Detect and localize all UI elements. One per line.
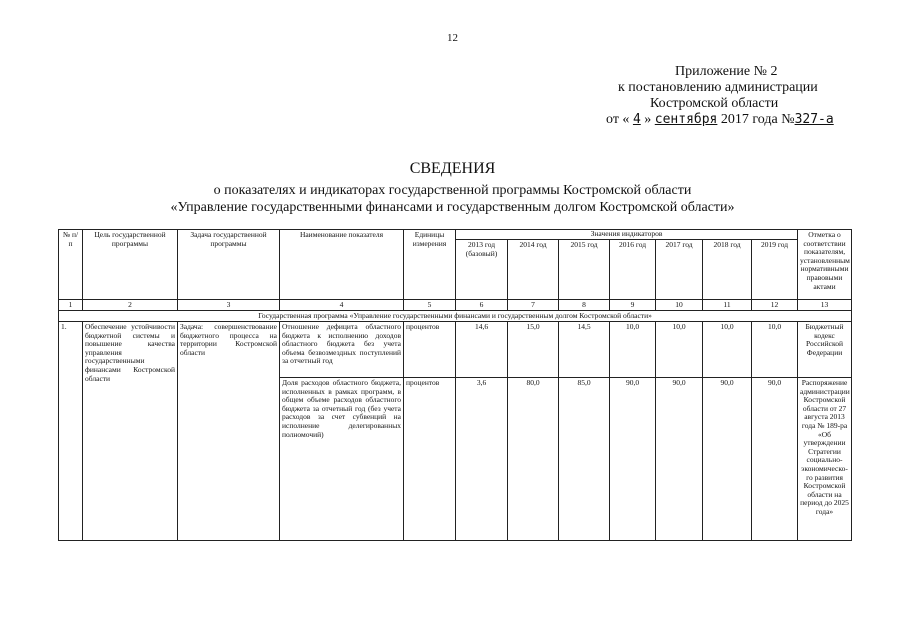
value-cell: 10,0 xyxy=(703,322,752,378)
header-task: Задача государственной программы xyxy=(178,230,280,300)
header-indicator: Наименование показателя xyxy=(280,230,404,300)
document-title: СВЕДЕНИЯ xyxy=(409,160,496,177)
indicator-mark: Распоряжение администрации Костромской области от 27 августа 2013 года № 189-ра «Об утверждении Стратегии социально-экономическо-го развития Костромской области на период до 2025 года» xyxy=(798,378,852,541)
date-year: 2017 года № xyxy=(720,112,795,127)
value-cell: 85,0 xyxy=(559,378,610,541)
col-number: 10 xyxy=(656,300,703,311)
appendix-line-1: Приложение № 2 xyxy=(675,64,778,79)
table-row xyxy=(59,322,852,378)
header-values: Значения индикаторов xyxy=(456,230,798,240)
col-number: 7 xyxy=(508,300,559,311)
header-num: № п/п xyxy=(59,230,83,300)
row-goal: Обеспечение устойчивости бюджетной системы и повышение качества управления государственными финансами Костромской области xyxy=(83,322,178,541)
indicator-unit: процентов xyxy=(404,322,456,378)
col-number: 12 xyxy=(752,300,798,311)
value-cell: 14,5 xyxy=(559,322,610,378)
col-number: 11 xyxy=(703,300,752,311)
value-cell: 90,0 xyxy=(703,378,752,541)
program-title: Государственная программа «Управление государственными финансами и государственным долгом Костромской области» xyxy=(59,311,852,322)
value-cell: 90,0 xyxy=(752,378,798,541)
value-cell: 14,6 xyxy=(456,322,508,378)
header-goal: Цель государственной программы xyxy=(83,230,178,300)
indicator-name: Отношение дефицита областного бюджета к исполнению доходов областного бюджета без учета объема безвозмездных поступлений за отчетный год xyxy=(280,322,404,378)
date-month: сентября xyxy=(654,112,718,127)
row-num: 1. xyxy=(59,322,83,541)
header-year-2015: 2015 год xyxy=(559,240,610,300)
col-number: 9 xyxy=(610,300,656,311)
col-number: 3 xyxy=(178,300,280,311)
indicators-table xyxy=(58,229,852,541)
col-number: 1 xyxy=(59,300,83,311)
value-cell: 10,0 xyxy=(752,322,798,378)
program-row xyxy=(59,311,852,322)
header-unit: Единицы измерения xyxy=(404,230,456,300)
col-number: 8 xyxy=(559,300,610,311)
header-year-2014: 2014 год xyxy=(508,240,559,300)
col-number: 5 xyxy=(404,300,456,311)
value-cell: 15,0 xyxy=(508,322,559,378)
document-subtitle-2: «Управление государственными финансами и государственным долгом Костромской области» xyxy=(170,200,735,215)
value-cell: 3,6 xyxy=(456,378,508,541)
date-mid: » xyxy=(644,112,652,127)
indicator-mark: Бюджетный кодекс Российской Федерации xyxy=(798,322,852,378)
value-cell: 90,0 xyxy=(656,378,703,541)
value-cell: 90,0 xyxy=(610,378,656,541)
header-year-2016: 2016 год xyxy=(610,240,656,300)
col-number: 13 xyxy=(798,300,852,311)
column-numbers-row xyxy=(59,300,852,311)
header-year-2017: 2017 год xyxy=(656,240,703,300)
col-number: 6 xyxy=(456,300,508,311)
indicator-unit: процентов xyxy=(404,378,456,541)
value-cell: 80,0 xyxy=(508,378,559,541)
document-subtitle-1: о показателях и индикаторах государственной программы Костромской области xyxy=(213,183,692,198)
header-year-2013: 2013 год (базовый) xyxy=(456,240,508,300)
decree-number: 327-а xyxy=(794,112,834,127)
col-number: 2 xyxy=(83,300,178,311)
row-task: Задача: совершенствование бюджетного процесса на территории Костромской области xyxy=(178,322,280,541)
col-number: 4 xyxy=(280,300,404,311)
header-year-2018: 2018 год xyxy=(703,240,752,300)
page-number: 12 xyxy=(447,32,458,44)
indicator-name: Доля расходов областного бюджета, исполненных в рамках программ, в общем объеме расходов областного бюджета за отчетный год (без учета расходов за счет субвенций на исполнение делегированных полномочий) xyxy=(280,378,404,541)
header-mark: Отметка о соответствии показателям, установленным нормативными правовыми актами xyxy=(798,230,852,300)
date-day: 4 xyxy=(632,112,641,127)
date-prefix: от « xyxy=(606,112,630,127)
value-cell: 10,0 xyxy=(610,322,656,378)
value-cell: 10,0 xyxy=(656,322,703,378)
appendix-line-2: к постановлению администрации xyxy=(618,80,818,95)
header-year-2019: 2019 год xyxy=(752,240,798,300)
appendix-date-line xyxy=(606,112,834,128)
appendix-line-3: Костромской области xyxy=(650,96,779,111)
